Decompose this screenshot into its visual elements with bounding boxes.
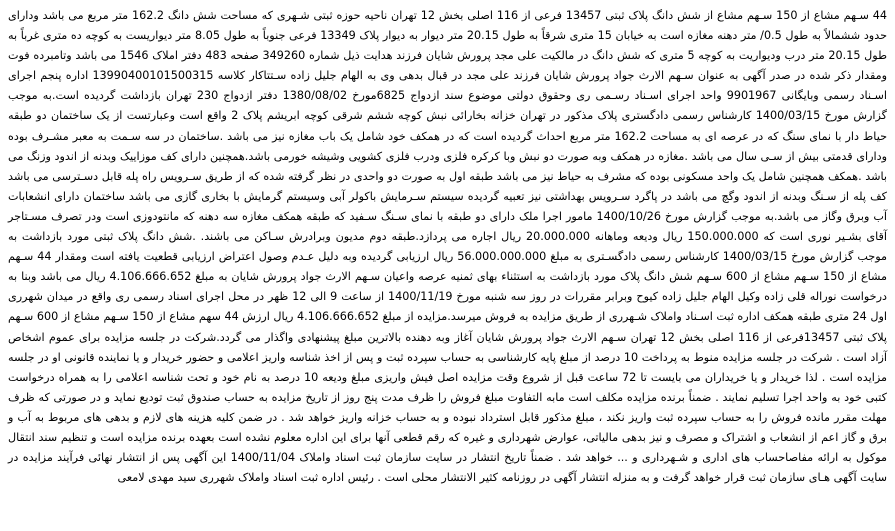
notice-body-text: 44 سـهم مشاع از 150 سـهم مشاع از شش دانگ پلاک ثبتی 13457 فرعی از 116 اصلی بخش 12 تهران ناحیه حوزه ثبتی شـهری که مساحت شش دانگ 162.2 متر مربع می باشد ودارای حدود ششمالاً به طول 0.5/ متر دهنه مغازه است به خیابان 15 متری شرقاً به طول 20.15 متر دیوار به دیوار پلاک 13349 فرعی جنوباً به طول 8.05 متر دیواریست به کوچه ده متری غرباً به طول 20.15 متر درب ودیواریت به کوچه 5 متری که شش دانگ در مالکیت علی مجد پرورش شایان فرزند هدایت ذیل شماره 349260 صفحه 483 دفتر املاک 1546 می باشد وتامبرده فوت ومقدار ذکر شده در صدر آگهی به عنوان سـهم الارث جواد پرورش شایان فرزند علی مجد در قبال بدهی وی به الهام جلیل زاده سـتتاکار کلاسه 13990400101500315 اداره پنجم اجرای اسـناد رسمی وبایگانی 9901967 واحد اجرای اسـناد رسـمی ری وحقوق دولتی موضوع سند ازدواج 6825مورخ 1380/08/02 دفتر ازدواج 230 تهران بازداشت گردیده است.به موجب گزارش مورخ 1400/03/15 کارشناس رسمی دادگستری پلاک مذکور در تهران خزانه بخارائی نبش کوچه ششم شرقی کوچه ابریشم پلاک 2 واقع است وعبارتست از یک ساختمان دو طبقه حیاط دار با نمای سنگ که در عرصه ای به مساحت 162.2 متر مربع احداث گردیده است که در همکف خود شامل یک باب مغازه نیز می باشد .ساختمان در سه سـمت به معبر مشـرف بوده ودارای قدمتی بیش از سـی سال می باشد .مغازه در همکف وبه صورت دو نبش وبا کرکره فلزی ودرب فلزی کشویی وشیشه خورمی باشد.همچنین دارای کف موزاییک وبدنه از اندود وزنگ می باشد .همکف همچنین شامل یک واحد مسکونی بوده که مشرف به حیاط نیز می باشد طبقه اول به صورت دو واحدی در نظر گرفته شده که از طریق سـرویس راه پله قابل دسـترسی می باشد کف پله از سـنگ وبدنه از اندود وگچ می باشد در پاگرد سـرویس بهداشتی نیز تعبیه گردیده سیستم سـرمایش باکولر آبی وسیستم گرمایش با بخاری گازی می باشد ساختمان دارای انشعابات آب وبرق وگاز می باشد.به موجب گزارش مورخ 1400/10/26 مامور اجرا ملک دارای دو طبقه با نمای سـنگ سـفید که طبقه همکف مغازه سه دهنه که مانتودوزی است ودر تصرف مسـتاجر آقای بشـیر نوری است که 150.000.000 ریال ودیعه وماهانه 20.000.000 ریال اجاره می پردازد.طبقه دوم مدیون وبرادرش سـاکن می باشند. .شش دانگ پلاک ثبتی مورد بازداشت به موجب گزارش مورخ 1400/03/15 کارشناس رسمی دادگسـتری به مبلغ 56.000.000.000 ریال ارزیابی گردیده وبه دلیل عـدم وصول اعتراض ارزیابی قطعیت یافته است ومقدار 44 سـهم مشاع از 150 سـهم مشاع از 600 سـهم شش دانگ پلاک مورد بازداشت به استثناء بهای ثمنیه عرصه واعیان سـهم الارث جواد پرورش شایان به مبلغ 4.106.666.652 ریال می باشد وبنا به درخواست نوراله قلی زاده وکیل الهام جلیل زاده کیوح وبرابر مقررات در روز سه شنبه مورخ 1400/11/19 از ساعت 9 الی 12 ظهر در محل اجرای اسناد رسمی ری واقع در میدان شهرری اول 24 متری طبقه همکف اداره ثبت اسـناد واملاک شـهرری از طریق مزایده به فروش میرسد.مزایده از مبلغ 4.106.666.652 ریال ارزش 44 سهم مشاع از 150 سـهم مشاع از 600 سـهم پلاک ثبتی 13457فرعی از 116 اصلی بخش 12 تهران سـهم الارث جواد پرورش شایان آغاز وبه دهنده بالاترین مبلغ پیشنهادی واگذار می گردد.شرکت در جلسه مزایده برای عموم اشخاص آزاد است . شرکت در جلسه مزایده منوط به پرداخت 10 درصد از مبلغ پایه کارشناسی به حساب سپرده ثبت و پس از اخذ شناسه واریز اعلامی و حضور خریدار و یا نماینده قانونی او در جلسه مزایده است . لذا خریدار و یا خریداران می بایست تا 72 ساعت قبل از شروع وقت مزایده اصل فیش واریزی مبلغ ودیعه 10 درصد به نام خود و تحت شناسه اعلامی را به همراه درخواست کتبی خود به واحد اجرا تسلیم نمایند . ضمناً برنده مزایده مکلف است مابه التفاوت مبلغ فروش را ظرف مدت پنج روز از تاریخ مزایده به حساب صندوق ثبت تودیع نماید و در صورتی که ظرف مهلت مقرر مانده فروش را به حساب سپرده ثبت واریز نکند ، مبلغ مذکور قابل استرداد نبوده و به حساب خزانه واریز خواهد شد . در ضمن کلیه هزینه های لازم و بدهی های مربوط به آب و برق و گاز اعم از انشعاب و اشتراک و مصرف و نیز بدهی مالیاتی، عوارض شهرداری و غیره که رقم قطعی آنها برای این اداره معلوم نشده است بعهده برنده مزایده است و تنظیم سند انتقال موکول به ارائه مفاصاحساب های اداری و شـهرداری و ... خواهد شد . ضمناً تاریخ انتشار در سایت سازمان ثبت اسناد واملاک 1400/11/04 این آگهی پس از انتشار نهائی فرآیند مزایده در سایت آگهی هـای سازمان ثبت قرار خواهد گرفت و به منزله انتشار آگهی در روزنامه کثیر الانتشار محلی است . رئیس اداره ثبت اسناد واملاک شهرری سید مهدی لامعی [8,9,888,485]
